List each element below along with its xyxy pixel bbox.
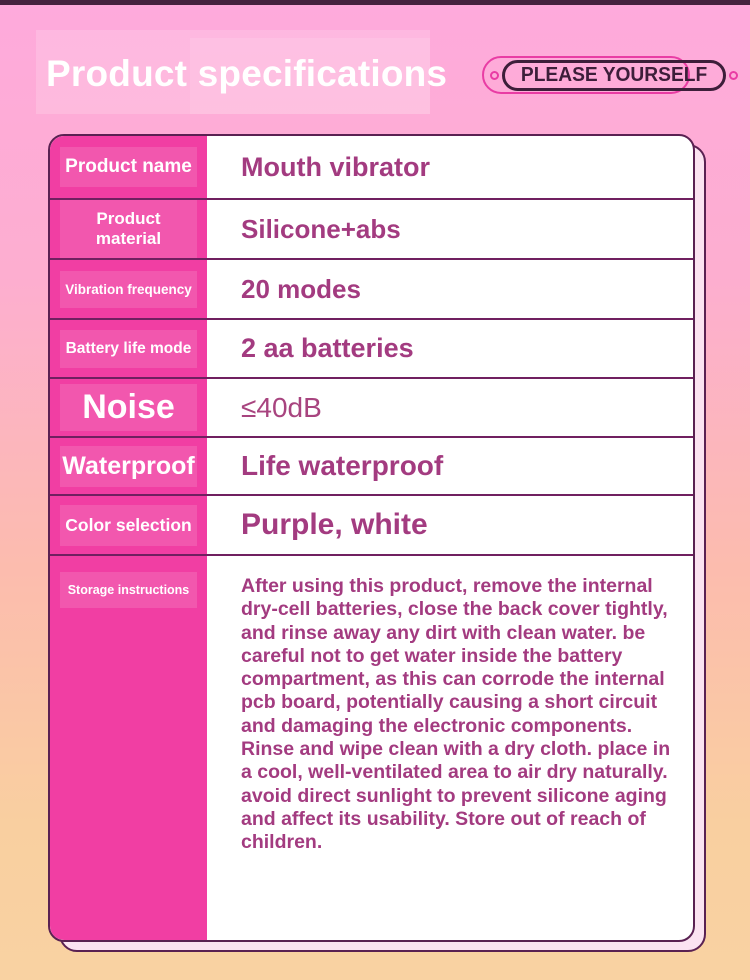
row-label: Noise — [60, 384, 197, 431]
row-label: Color selection — [60, 505, 197, 546]
badge-dot-left — [490, 71, 499, 80]
row-label: Product name — [60, 147, 197, 187]
row-label-cell — [50, 556, 207, 940]
row-value: 20 modes — [241, 273, 361, 304]
table-row-noise — [50, 379, 693, 438]
row-value: Mouth vibrator — [241, 151, 430, 182]
row-label-cell — [50, 379, 207, 436]
table-row-vibration-frequency — [50, 260, 693, 320]
top-bar — [0, 0, 750, 5]
badge-dot-right — [729, 71, 738, 80]
row-label-cell — [50, 136, 207, 198]
row-label-cell — [50, 200, 207, 258]
row-label: Waterproof — [60, 446, 197, 487]
row-value: Silicone+abs — [241, 213, 401, 244]
row-label-cell — [50, 496, 207, 554]
table-row-storage-instructions — [50, 556, 693, 940]
row-label: Battery life mode — [60, 330, 197, 368]
row-value: 2 aa batteries — [241, 333, 414, 363]
table-row-color-selection — [50, 496, 693, 556]
row-label: Product material — [60, 200, 197, 258]
row-value: Purple, white — [241, 508, 428, 541]
spec-table — [48, 134, 695, 942]
table-row-product-name — [50, 136, 693, 200]
table-row-waterproof — [50, 438, 693, 496]
badge-label: PLEASE YOURSELF — [520, 63, 708, 86]
row-label-cell — [50, 438, 207, 494]
row-label: Storage instructions — [60, 572, 197, 608]
table-row-product-material — [50, 200, 693, 260]
badge-pill — [502, 60, 726, 91]
row-label-cell — [50, 320, 207, 377]
row-value: Life waterproof — [241, 450, 444, 481]
spec-card-wrap — [48, 134, 695, 942]
row-value: ≤40dB — [241, 391, 322, 423]
page-title: Product specifications — [46, 53, 448, 94]
table-row-battery-life-mode — [50, 320, 693, 379]
please-yourself-badge — [482, 56, 708, 94]
row-label: Vibration frequency — [60, 271, 197, 308]
row-label-cell — [50, 260, 207, 318]
row-value: After using this product, remove the internal dry-cell batteries, close the back cover tightly, and rinse away any dirt with clean water. be careful not to get water inside the battery compartment, as this can corrode the internal pcb board, potentially causing a short circuit and damaging the electronic components. Rinse and wipe clean with a dry cloth. place in a cool, well-ventilated area to air dry naturally. avoid direct sunlight to prevent silicone aging and affect its usability. Store out of reach of children. — [241, 575, 671, 854]
